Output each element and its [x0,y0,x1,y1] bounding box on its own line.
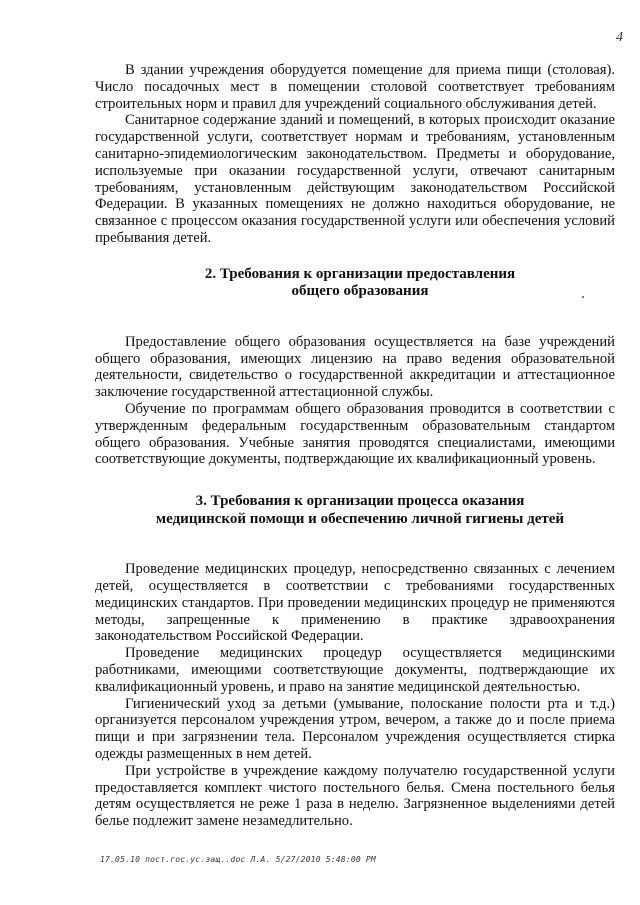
section-2-heading-line-2: общего образования [291,283,429,300]
section-3-paragraph-4: При устройстве в учреждение каждому получателю государственной услуги предоставляется комплект чистого постельного белья. Смена постельного белья детям осуществляется не реже 1 раза в неделю. Загрязненное выделениями детей белье подлежит замене незамедлительно. [95,762,615,830]
section-3-heading-line-2: медицинской помощи и обеспечению личной гигиены детей [155,510,565,527]
section-2-paragraph-2: Обучение по программам общего образования проводится в соответствии с утвержденным федеральным государственным образовательным стандартом общего образования. Учебные занятия проводятся специалистами, имеющими соответствующие документы, подтверждающие их квалификационный уровень. [95,400,615,468]
intro-paragraph-2: Санитарное содержание зданий и помещений, в которых происходит оказание государственной услуги, соответствует нормам и требованиям, установленным санитарно-эпидемиологическим законодательством. Предметы и оборудование, используемые при оказании государственной услуги, отвечают санитарным требованиям, установленным действующим законодательством Российской Федерации. В указанных помещениях не должно находиться оборудование, не связанное с процессом оказания государственной услуги или обеспечения условий пребывания детей. [95,112,615,246]
section-2-heading-line-1: 2. Требования к организации предоставления [204,265,516,282]
intro-paragraph-1: В здании учреждения оборудуется помещение для приема пищи (столовая). Число посадочных мест в помещении столовой соответствует требованиям строительных норм и правил для учреждений социального обслуживания детей. [95,62,615,112]
section-3-heading-line-1: 3. Требования к организации процесса оказания [195,493,525,510]
scan-speck [582,296,584,298]
section-3-paragraph-2: Проведение медицинских процедур осуществляется медицинскими работниками, имеющими соответствующие документы, подтверждающие их квалификационный уровень, и право на занятие медицинской деятельностью. [95,645,615,695]
section-3-paragraph-3: Гигиенический уход за детьми (умывание, полоскание полости рта и т.д.) организуется персоналом учреждения утром, вечером, а также до и после приема пищи и при загрязнении тела. Персоналом учреждения осуществляется стирка одежды размещенных в нем детей. [95,695,615,762]
document-footer: 17.05.10 пост.гос.ус.защ..doc Л.А. 5/27/2010 5:48:00 PM [100,855,376,864]
document-body [95,62,615,830]
section-2-paragraph-1: Предоставление общего образования осуществляется на базе учреждений общего образования, имеющих лицензию на право ведения образовательной деятельности, свидетельство о государственной аккредитации и аттестационное заключение государственной аттестационной службы. [95,333,615,401]
page-number: 4 [616,30,623,45]
section-3-paragraph-1: Проведение медицинских процедур, непосредственно связанных с лечением детей, осуществляется в соответствии с требованиями государственных медицинских стандартов. При проведении медицинских процедур не применяются методы, запрещенные к применению в практике здравоохранения законодательством Российской Федерации. [95,561,615,645]
section-2-heading [95,266,615,301]
section-3-heading [95,493,615,528]
